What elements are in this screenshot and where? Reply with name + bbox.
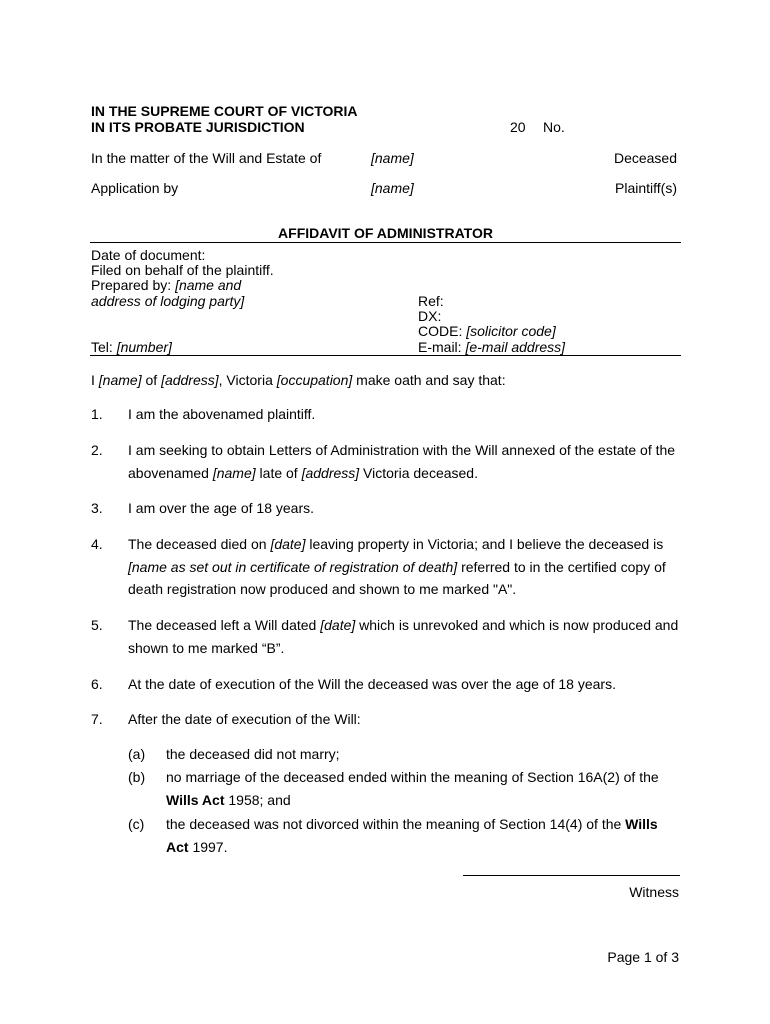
registered-name-placeholder: [name as set out in certificate of registration of death] <box>128 558 458 575</box>
prepared-by <box>91 277 241 293</box>
paragraph-text: The deceased left a Will dated <box>128 617 321 633</box>
paragraph-6: At the date of execution of the Will the deceased was over the age of 18 years. <box>128 676 616 692</box>
subparagraph-b <box>166 766 680 811</box>
case-number-label: No. <box>543 119 565 135</box>
witness-signature-line <box>463 875 680 876</box>
paragraph-number: 2. <box>91 442 103 458</box>
paragraph-number: 6. <box>91 676 103 692</box>
paragraph-text: Victoria deceased. <box>359 464 478 481</box>
paragraph-text: leaving property in Victoria; and I believe the deceased is <box>305 536 664 552</box>
code-value: [solicitor code] <box>466 323 556 339</box>
deceased-role: Deceased <box>613 150 677 166</box>
code-label: CODE: <box>418 323 467 339</box>
plaintiff-role: Plaintiff(s) <box>615 180 677 196</box>
date-of-document: Date of document: <box>91 247 206 263</box>
act-name: Wills Act <box>166 816 658 855</box>
prepared-by-label: Prepared by: <box>91 277 176 293</box>
document-title: AFFIDAVIT OF ADMINISTRATOR <box>278 225 493 241</box>
court-name: IN THE SUPREME COURT OF VICTORIA <box>91 103 358 119</box>
intro-text: make oath and say that: <box>352 372 506 388</box>
deceased-name: [name] <box>371 150 414 166</box>
deceased-name-placeholder: [name] <box>212 464 256 481</box>
subparagraph-label: (c) <box>128 816 145 832</box>
subparagraph-label: (b) <box>128 769 146 785</box>
deponent-name: [name] <box>98 372 142 388</box>
death-date-placeholder: [date] <box>270 536 306 552</box>
tel-label: Tel: <box>91 339 117 355</box>
subparagraph-text: 1997. <box>188 838 228 855</box>
subparagraph-label: (a) <box>128 746 146 762</box>
deponent-occupation: [occupation] <box>276 372 353 388</box>
filing-divider <box>90 355 681 356</box>
intro-text: I <box>91 372 99 388</box>
paragraph-2 <box>128 439 680 484</box>
act-name: Wills Act <box>166 791 225 808</box>
paragraph-7: After the date of execution of the Will: <box>128 711 361 727</box>
application-label: Application by <box>91 180 179 196</box>
paragraph-text: The deceased died on <box>128 536 271 552</box>
paragraph-number: 7. <box>91 711 103 727</box>
deponent-address: [address] <box>161 372 219 388</box>
subparagraph-text: 1958; and <box>224 791 291 808</box>
year-label: 20 <box>510 119 526 135</box>
matter-label: In the matter of the Will and Estate of <box>91 150 322 166</box>
will-date-placeholder: [date] <box>320 617 356 633</box>
paragraph-3: I am over the age of 18 years. <box>128 500 314 516</box>
paragraph-number: 1. <box>91 406 103 422</box>
ref-label: Ref: <box>418 293 444 309</box>
deceased-address-placeholder: [address] <box>301 464 360 481</box>
intro-text: of <box>141 372 162 388</box>
paragraph-text: which is unrevoked and which is now produced and shown to me marked “B”. <box>128 617 679 656</box>
email-value: [e-mail address] <box>465 339 566 355</box>
solicitor-code <box>418 323 556 339</box>
email <box>418 339 565 355</box>
subparagraph-a: the deceased did not marry; <box>166 746 340 762</box>
paragraph-text: late of <box>255 464 302 481</box>
witness-label: Witness <box>629 884 679 900</box>
paragraph-number: 4. <box>91 536 103 552</box>
paragraph-5 <box>128 614 680 659</box>
subparagraph-text: no marriage of the deceased ended within the meaning of Section 16A(2) of the <box>166 769 659 785</box>
prepared-by-value: [name and <box>175 277 242 293</box>
filed-on-behalf: Filed on behalf of the plaintiff. <box>91 262 274 278</box>
subparagraph-text: the deceased was not divorced within the meaning of Section 14(4) of the <box>166 816 626 832</box>
court-jurisdiction: IN ITS PROBATE JURISDICTION <box>91 119 305 135</box>
plaintiff-name: [name] <box>371 180 414 196</box>
paragraph-number: 5. <box>91 617 103 633</box>
page-number: Page 1 of 3 <box>607 949 679 965</box>
paragraph-1: I am the abovenamed plaintiff. <box>128 406 316 422</box>
intro-text: , Victoria <box>218 372 277 388</box>
tel-value: [number] <box>116 339 172 355</box>
paragraph-4 <box>128 533 680 601</box>
telephone <box>91 339 172 355</box>
paragraph-number: 3. <box>91 500 103 516</box>
title-divider <box>90 242 681 243</box>
dx-label: DX: <box>418 308 442 324</box>
intro-statement <box>91 372 506 388</box>
paragraph-text: referred to in the certified copy of death registration now produced and shown to me marked "A". <box>128 558 666 597</box>
lodging-party-address: address of lodging party] <box>91 293 245 309</box>
paragraph-text: I am seeking to obtain Letters of Administration with the Will annexed of the estate of the abovenamed <box>128 442 676 481</box>
subparagraph-c <box>166 813 680 858</box>
email-label: E-mail: <box>418 339 466 355</box>
